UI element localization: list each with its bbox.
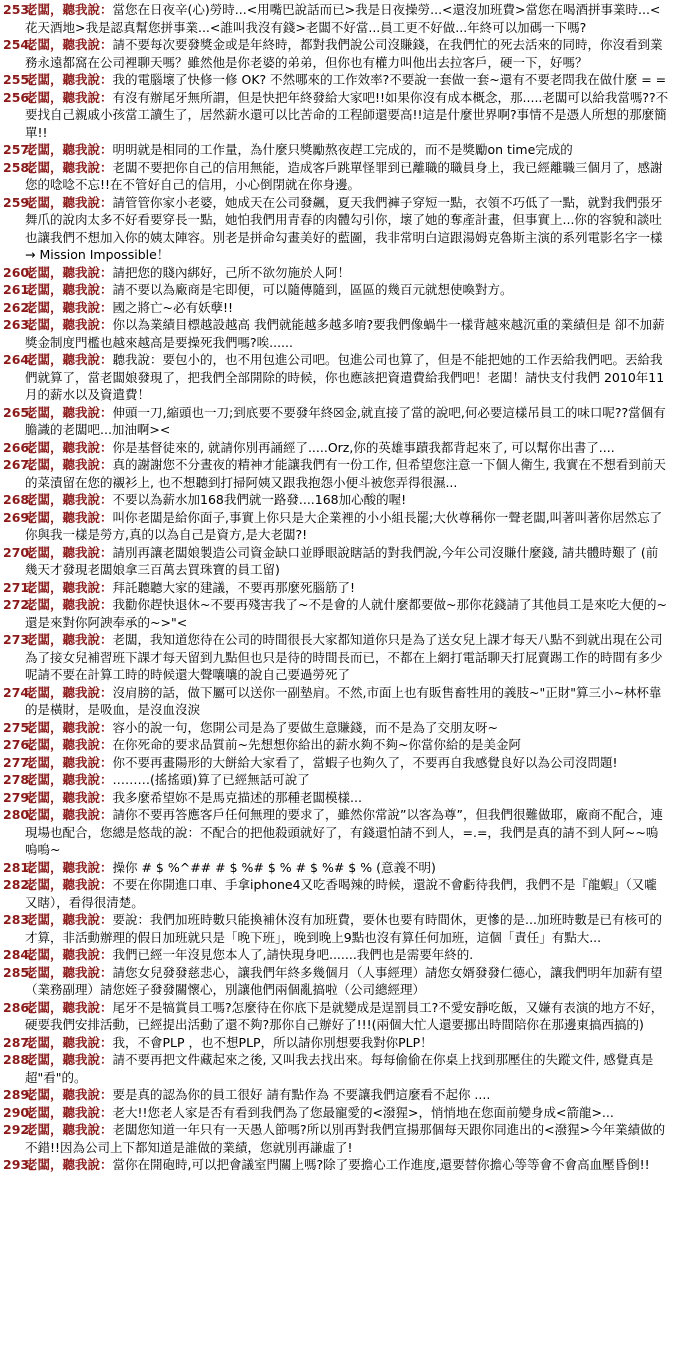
entry-text: 操你 # $ %^## # $ %# $ % # $ %# $ % (意義不明)	[112, 859, 436, 875]
list-item	[3, 509, 669, 544]
entry-text: 國之將亡~必有妖孽!!	[112, 299, 234, 315]
entry-number: 275.	[3, 719, 34, 735]
entry-text: 當你在開砲時,可以把會議室門關上嗎?除了要擔心工作進度,還要替你擔心等等會不會高血壓昏倒!!	[112, 1157, 650, 1172]
list-item	[3, 141, 669, 159]
entry-prefix: 老闆，聽我說：	[25, 1157, 113, 1172]
entry-text: 明明就是相同的工作量，為什麼只獎勵熬夜趕工完成的，而不是獎勵on time完成的	[112, 142, 573, 157]
entry-number: 273.	[3, 632, 34, 647]
entry-text: 聽我說：要包小的，也不用包進公司吧。包進公司也算了，但是不能把她的工作丟給我們吧。丟給我們就算了，當老闆娘發現了，把我們全部開除的時候，你也應該把資遣費給我們吧！老闆！請快支付我們 2010年11月的薪水以及資遣費！	[25, 352, 665, 402]
list-item	[3, 544, 669, 579]
entry-prefix: 老闆，聽我說：	[25, 89, 113, 105]
list-item	[3, 631, 669, 684]
entry-number: 260.	[3, 264, 34, 280]
entry-number: 270.	[3, 544, 34, 560]
entry-prefix: 老闆，聽我說：	[25, 142, 113, 157]
list-item	[3, 89, 669, 142]
entry-prefix: 老闆，聽我說：	[25, 579, 113, 595]
entry-number: 289.	[3, 1087, 34, 1102]
entry-text: 老闆不要把你自己的信用無能，造成客戶跳單怪罪到已離職的職員身上，我已經離職三個月了，感謝您的唸唸不忘!!在不管好自己的信用，小心倒閉就在你身邊。	[25, 159, 663, 192]
entry-number: 290.	[3, 1104, 34, 1120]
list-item	[3, 1051, 669, 1086]
entry-text: 當您在日夜辛(心)勞時...<用嘴巴說話而已>我是日夜操勞...<還沒加班費>當您在喝酒拼事業時...<花天酒地>我是認真幫您拼事業...<誰叫我沒有錢>老闆不好當...員工更不好做...年終可以加碼一下嗎?	[25, 2, 661, 35]
entry-number: 278.	[3, 772, 34, 787]
list-item	[3, 194, 669, 264]
entry-prefix: 老闆，聽我說：	[25, 632, 113, 647]
entry-number: 293.	[3, 1157, 34, 1172]
entry-prefix: 老闆，聽我說：	[25, 789, 113, 805]
list-item	[3, 859, 669, 877]
entry-number: 292.	[3, 1122, 34, 1137]
list-item	[3, 911, 669, 946]
entry-number: 287.	[3, 1034, 34, 1050]
entry-prefix: 老闆，聽我說：	[25, 772, 113, 787]
entry-number: 280.	[3, 807, 34, 822]
entry-text: 請你不要再答應客戶任何無理的要求了，雖然你常說”以客為尊”，但我們很難做耶，廠商不配合，連現場也配合，您總是悠哉的說：不配合的把他殺頭就好了，有錢還怕請不到人，=.=，我們是真的請不到人阿~~嗚嗚嗚~	[25, 807, 663, 857]
list-item	[3, 159, 669, 194]
entry-prefix: 老闆，聽我說：	[25, 947, 113, 962]
list-item	[3, 1, 669, 36]
entry-prefix: 老闆，聽我說：	[25, 2, 113, 17]
entry-prefix: 老闆，聽我說：	[25, 1104, 113, 1120]
entry-number: 285.	[3, 964, 34, 980]
entry-number: 272.	[3, 597, 34, 612]
entry-number: 263.	[3, 317, 34, 332]
entry-number: 258.	[3, 159, 34, 175]
entry-prefix: 老闆，聽我說：	[25, 194, 113, 210]
entry-number: 288.	[3, 1052, 34, 1067]
list-item	[3, 1121, 669, 1156]
entry-number: 254.	[3, 37, 34, 52]
entry-number: 271.	[3, 579, 34, 595]
list-item	[3, 754, 669, 772]
entry-text: 請別再讓老闆娘製造公司資金缺口並睜眼說瞎話的對我們說,今年公司沒賺什麼錢, 請共體時艱了 (前幾天才發現老闆娘拿三百萬去買珠寶的員工留)	[25, 544, 659, 577]
entry-prefix: 老闆，聽我說：	[25, 964, 113, 980]
list-item	[3, 789, 669, 807]
entry-text: ………(搖搖頭)算了已經無話可說了	[112, 772, 310, 787]
entry-text: 要說：我們加班時數只能換補休沒有加班費，要休也要有時間休，更慘的是...加班時數是已有核可的才算，非活動辦理的假日加班就只是「晚下班」，晚到晚上9點也沒有算任何加班，這個「責任」有點大...	[25, 912, 662, 945]
entry-text: 你不要再畫陽形的大餅給大家看了，當蝦子也夠久了，不要再自我感覺良好以為公司沒問題!	[112, 754, 618, 770]
list-item	[3, 684, 669, 719]
list-item	[3, 36, 669, 71]
entry-prefix: 老闆，聽我說：	[25, 684, 113, 700]
entry-prefix: 老闆，聽我說：	[25, 1034, 113, 1050]
entry-text: 老闆，我知道您待在公司的時間很長大家都知道你只是為了送女兒上課才每天八點不到就出現在公司為了接女兒補習班下課才每天留到九點但也只是待的時間長而已，不都在上網打電話聊天打屁賣踢工作的時間有多少呢請不要在計算工時的時候還大聲嚷嚷的說自己要過勞死了	[25, 632, 663, 682]
entry-text: 伸頭一刀,縮頭也一刀;到底要不要發年終☒金,就直接了當的說吧,何必要這樣吊員工的味口呢??當個有膽識的老闆吧...加油啊><	[25, 404, 666, 437]
entry-prefix: 老闆，聽我說：	[25, 754, 113, 770]
list-item	[3, 719, 669, 737]
entry-number: 261.	[3, 282, 34, 297]
entry-text: 我，不會PLP ，也不想PLP，所以請你別想要我對你PLP！	[112, 1034, 433, 1050]
list-item	[3, 299, 669, 317]
list-item	[3, 1104, 669, 1122]
entry-prefix: 老闆，聽我說：	[25, 1087, 113, 1102]
entry-text: 老闆您知道一年只有一天愚人節嗎?所以別再對我們宣揚那個每天跟你同進出的<潑猩>今年業績做的不錯!!因為公司上下都知道是誰做的業績，您就別再謙虛了!	[25, 1122, 666, 1155]
entry-number: 255.	[3, 72, 34, 87]
list-item	[3, 456, 669, 491]
entry-text: 我的電腦壞了快修一修 OK? 不然哪來的工作效率?不要說一套做一套~還有不要老問我在做什麼 = =	[112, 72, 667, 87]
list-item	[3, 1086, 669, 1104]
entry-text: 請管管你家小老婆，她成天在公司發飆，夏天我們褲子穿短一點，衣領不巧低了一點，就對我們張牙舞爪的說肉太多不好看要穿長一點，她怕我們用青春的肉體勾引你，壞了她的奪產計畫，但事實上...你的容貌和談吐也讓我們不想加入你的姨太陣容。別老是拼命勾畫美好的藍圖，我非常明白這跟湯姆克魯斯主演的系列電影名字一樣→ Mission Impossible！	[25, 194, 663, 262]
entry-text: 請把您的賤內綁好，己所不欲勿施於人阿！	[112, 264, 351, 280]
entry-text: 請不要每次要發獎金或是年終時，都對我們說公司沒賺錢，在我們忙的死去活來的同時，你沒看到業務永遠都窩在公司裡聊天嗎？雖然他是你老婆的弟弟，但你也有權力叫他出去拉客戶，硬一下，好嗎？	[25, 37, 663, 70]
entry-prefix: 老闆，聽我說：	[25, 544, 113, 560]
entry-number: 264.	[3, 352, 34, 367]
entry-number: 286.	[3, 999, 34, 1015]
entry-prefix: 老闆，聽我說：	[25, 877, 113, 892]
list-item	[3, 264, 669, 282]
list-item	[3, 1034, 669, 1052]
entry-number: 277.	[3, 754, 34, 770]
list-item	[3, 579, 669, 597]
list-item	[3, 736, 669, 754]
entry-prefix: 老闆，聽我說：	[25, 1052, 113, 1067]
entry-number: 268.	[3, 492, 34, 507]
entry-text: 真的謝謝您不分晝夜的精神才能讓我們有一份工作, 但希望您注意一下個人衛生, 我實在不想看到前天的菜漬留在您的襯衫上, 也不想聽到打掃阿姨又跟我抱怨小便斗被您弄得很濕...	[25, 457, 666, 490]
entry-number: 276.	[3, 737, 34, 752]
entry-number: 266.	[3, 439, 34, 455]
list-item	[3, 439, 669, 457]
entry-prefix: 老闆，聽我說：	[25, 859, 113, 875]
entry-number: 257.	[3, 142, 34, 157]
entry-text: 我們已經一年沒見您本人了,請快現身吧.......我們也是需要年終的.	[112, 947, 474, 962]
entry-number: 259.	[3, 194, 34, 210]
entry-prefix: 老闆，聽我說：	[25, 317, 113, 332]
list-item	[3, 316, 669, 351]
entry-number: 282.	[3, 877, 34, 892]
entry-prefix: 老闆，聽我說：	[25, 807, 113, 822]
entry-text: 請不要再把文件藏起來之後, 又叫我去找出來。每每偷偷在你桌上找到那壓住的失蹤文件, 感覺真是超"看"的。	[25, 1052, 654, 1085]
entry-prefix: 老闆，聽我說：	[25, 999, 113, 1015]
entry-prefix: 老闆，聽我說：	[25, 719, 113, 735]
entry-text: 沒肩膀的話，做下屬可以送你一副墊肩。不然,市面上也有販售畜牲用的義肢~"正財"算三小~林杯靠的是橫財，是吸血，是沒血沒淚	[25, 684, 662, 717]
entry-text: 請不要以為廠商是宅即便，可以隨傳隨到，區區的幾百元就想使喚對方。	[112, 282, 513, 297]
entry-text: 你是基督徒來的, 就請你別再誦經了.....Orz,你的英雄事蹟我都背起來了, 可以幫你出書了....	[112, 439, 615, 455]
entry-text: 尾牙不是犒賞員工嗎?怎麼待在你底下是就變成是逞罰員工?不愛安靜吃飯，又嫌有表演的地方不好，硬要我們安排活動，已經提出活動了還不夠?那你自己辦好了!!!(兩個大忙人還要挪出時間陪你在那邊東搞西搞的)	[25, 999, 664, 1032]
entry-number: 283.	[3, 912, 34, 927]
entry-prefix: 老闆，聽我說：	[25, 282, 113, 297]
list-item	[3, 351, 669, 404]
entry-prefix: 老闆，聽我說：	[25, 1122, 113, 1137]
entry-prefix: 老闆，聽我說：	[25, 439, 113, 455]
list-item	[3, 596, 669, 631]
entry-prefix: 老闆，聽我說：	[25, 264, 113, 280]
entry-prefix: 老闆，聽我說：	[25, 737, 113, 752]
entry-number: 265.	[3, 404, 34, 420]
list-item	[3, 876, 669, 911]
entry-text: 你以為業績目標越設越高 我們就能越多越多唷?要我們像蝸牛一樣背越來越沉重的業績但是 卻不加薪 獎金制度門檻也越來越高是要操死我們嗎?唉......	[25, 317, 665, 350]
entry-number: 253.	[3, 2, 34, 17]
entry-prefix: 老闆，聽我說：	[25, 352, 113, 367]
list-item	[3, 999, 669, 1034]
entry-text: 我多麼希望妳不是馬克描述的那種老闆模樣...	[112, 789, 362, 805]
entry-text: 要是真的認為你的員工很好 請有點作為 不要讓我們這麼看不起你 ....	[112, 1087, 491, 1102]
entry-prefix: 老闆，聽我說：	[25, 457, 113, 472]
entry-text: 請您女兒發發慈悲心，讓我們年終多幾個月（人事經理）請您女婿發發仁德心，讓我們明年加薪有望（業務副理）請您姪子發發關懷心，別讓他們兩個亂搞啦（公司總經理）	[25, 964, 663, 997]
entry-prefix: 老闆，聽我說：	[25, 912, 113, 927]
entry-text: 在你死命的要求品質前~先想想你給出的薪水夠不夠~你當你給的是美金阿	[112, 737, 521, 752]
entry-text: 老大!!您老人家是否有看到我們為了您最寵愛的<潑猩>，悄悄地在您面前變身成<箭龍>...	[112, 1104, 614, 1120]
entry-number: 267.	[3, 457, 34, 472]
entry-number: 274.	[3, 684, 34, 700]
list-item	[3, 1156, 669, 1174]
list-item	[3, 806, 669, 859]
list-item	[3, 946, 669, 964]
list-item	[3, 491, 669, 509]
entry-prefix: 老闆，聽我說：	[25, 597, 113, 612]
entry-number: 256.	[3, 89, 34, 105]
entry-prefix: 老闆，聽我說：	[25, 492, 113, 507]
entry-text: 不要在你開進口車、手拿iphone4又吃香喝辣的時候，還說不會虧待我們，我們不是『龍蝦』（又嚨又瞎），看得很清楚。	[25, 877, 657, 910]
entry-prefix: 老闆，聽我說：	[25, 404, 113, 420]
entry-prefix: 老闆，聽我說：	[25, 299, 113, 315]
list-item	[3, 771, 669, 789]
entry-text: 拜託聽聽大家的建議，不要再那麼死腦筋了!	[112, 579, 356, 595]
entry-prefix: 老闆，聽我說：	[25, 509, 113, 525]
entry-text: 叫你老闆是給你面子,事實上你只是大企業裡的小小組長罷;大伙尊稱你一聲老闆,叫著叫著你居然忘了你與我一樣是勞方,真的以為自己是資方,是大老闆?!	[25, 509, 663, 542]
entry-number: 269.	[3, 509, 34, 525]
entry-number: 262.	[3, 299, 34, 315]
list-item	[3, 964, 669, 999]
entry-prefix: 老闆，聽我說：	[25, 72, 113, 87]
entry-text: 我勸你趕快退休~不要再殘害我了~不是會的人就什麼都要做~那你花錢請了其他員工是來吃大便的~還是來對你阿諛奉承的~>"<	[25, 597, 667, 630]
list-item	[3, 281, 669, 299]
entry-number: 279.	[3, 789, 34, 805]
list-item	[3, 71, 669, 89]
entry-text: 不要以為薪水加168我們就一路發....168加心酸的喔!	[112, 492, 407, 507]
entry-number: 284.	[3, 947, 34, 962]
entry-number: 281.	[3, 859, 34, 875]
entry-text: 有沒有辦尾牙無所謂，但是快把年終發給大家吧!!如果你沒有成本概念，那.....老闆可以給我當嗎??不要找自己親戚小孩當工讀生了，居然薪水還可以比苦命的工程師還要高!!這是什麼世界啊?事情不是憑人所想的那麼簡單!!	[25, 89, 669, 140]
entry-prefix: 老闆，聽我說：	[25, 37, 113, 52]
list-item	[3, 404, 669, 439]
entry-text: 容小的說一句，您開公司是為了要做生意賺錢，而不是為了交朋友呀~	[112, 719, 498, 735]
entry-prefix: 老闆，聽我說：	[25, 159, 113, 175]
